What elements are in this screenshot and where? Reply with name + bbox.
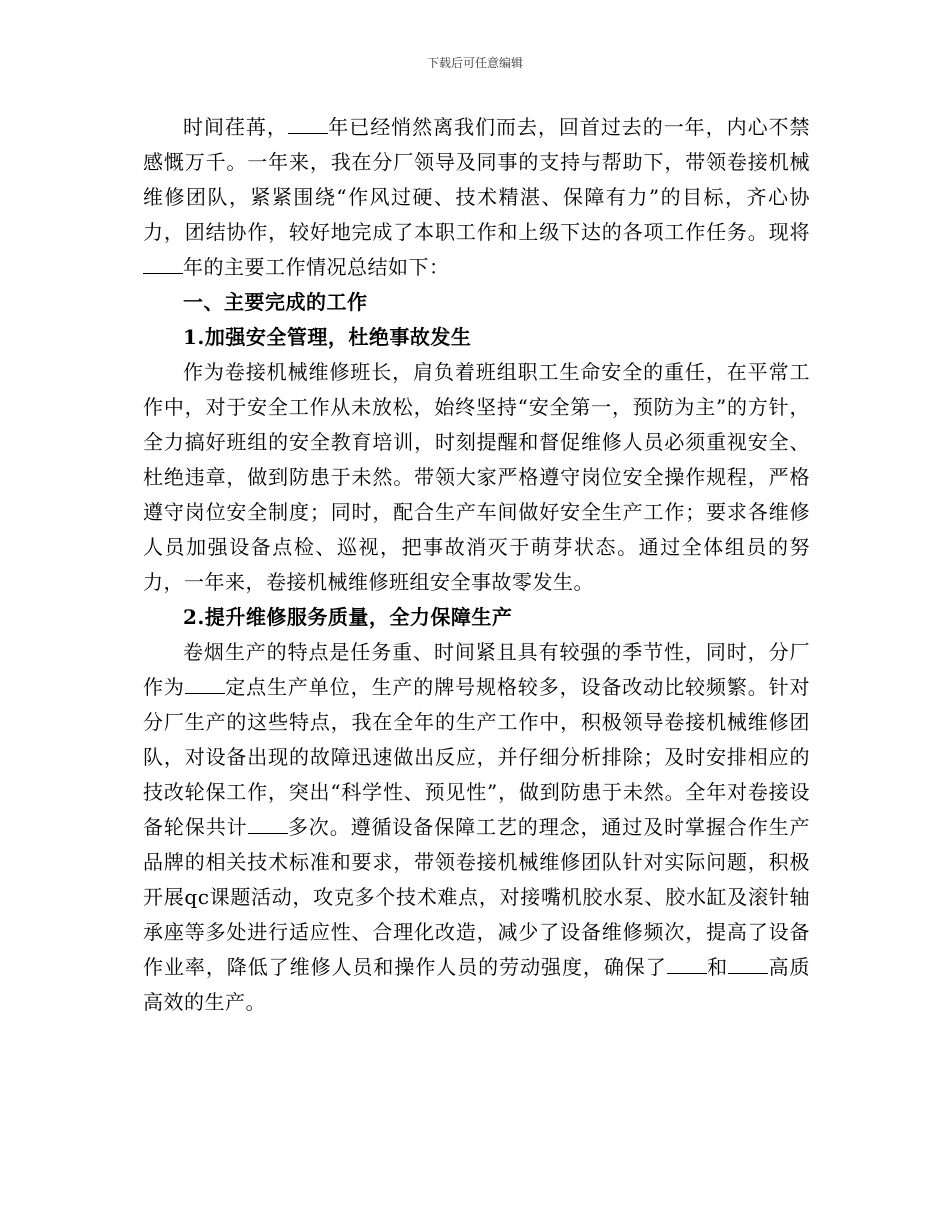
- intro-text-2: 年已经悄然离我们而去，回首过去的一年，内心不禁感慨万千。一年来，我在分厂领导及同事的支持与帮助下，带领卷接机械维修团队，紧紧围绕“作风过硬、技术精湛、保障有力”的目标，齐心协力，团结协作，较好地完成了本职工作和上级下达的各项工作任务。现将: [143, 115, 811, 244]
- item-1-paragraph: 作为卷接机械维修班长，肩负着班组职工生命安全的重任，在平常工作中，对于安全工作从未放松，始终坚持“安全第一，预防为主”的方针，全力搞好班组的安全教育培训，时刻提醒和督促维修人员必须重视安全、杜绝违章，做到防患于未然。带领大家严格遵守岗位安全操作规程，严格遵守岗位安全制度；同时，配合生产车间做好安全生产工作；要求各维修人员加强设备点检、巡视，把事故消灭于萌芽状态。通过全体组员的努力，一年来，卷接机械维修班组安全事故零发生。: [143, 360, 810, 594]
- item-2-text-1: 卷烟生产的特点是任务重、时间紧且具有较强的季节性，同时，分厂作为: [143, 640, 810, 699]
- item-2-text-4: 和: [706, 955, 729, 979]
- item-2-text-3: 多次。遵循设备保障工艺的理念，通过及时掌握合作生产品牌的相关技术标准和要求，带领卷接机械维修团队针对实际问题，积极开展qc课题活动，攻克多个技术难点，对接嘴机胶水泵、胶水缸及滚针轴承座等多处进行适应性、合理化改造，减少了设备维修频次，提高了设备作业率，降低了维修人员和操作人员的劳动强度，确保了: [143, 815, 810, 979]
- blank-line: [248, 811, 288, 834]
- item-2-text-5: 高质高效的生产。: [143, 955, 811, 1014]
- document-body: [143, 110, 810, 1020]
- blank-line: [288, 111, 328, 134]
- item-2-heading: 2.提升维修服务质量，全力保障生产: [183, 605, 513, 629]
- blank-line: [185, 671, 225, 694]
- page-header-note: 下载后可任意编辑: [426, 56, 523, 70]
- intro-paragraph: [143, 110, 810, 285]
- intro-text-3: 年的主要工作情况总结如下：: [183, 255, 450, 279]
- item-2-paragraph: [143, 635, 810, 1020]
- item-2-text-2: 定点生产单位，生产的牌号规格较多，设备改动比较频繁。针对分厂生产的这些特点，我在全年的生产工作中，积极领导卷接机械维修团队，对设备出现的故障迅速做出反应，并仔细分析排除；及时安排相应的技改轮保工作，突出“科学性、预见性”，做到防患于未然。全年对卷接设备轮保共计: [143, 675, 811, 839]
- intro-text-1: 时间荏苒，: [183, 115, 288, 139]
- blank-line: [728, 951, 768, 974]
- blank-line: [143, 251, 183, 274]
- section-1-heading: 一、主要完成的工作: [183, 290, 368, 314]
- item-1-heading: 1.加强安全管理，杜绝事故发生: [183, 325, 472, 349]
- blank-line: [667, 951, 707, 974]
